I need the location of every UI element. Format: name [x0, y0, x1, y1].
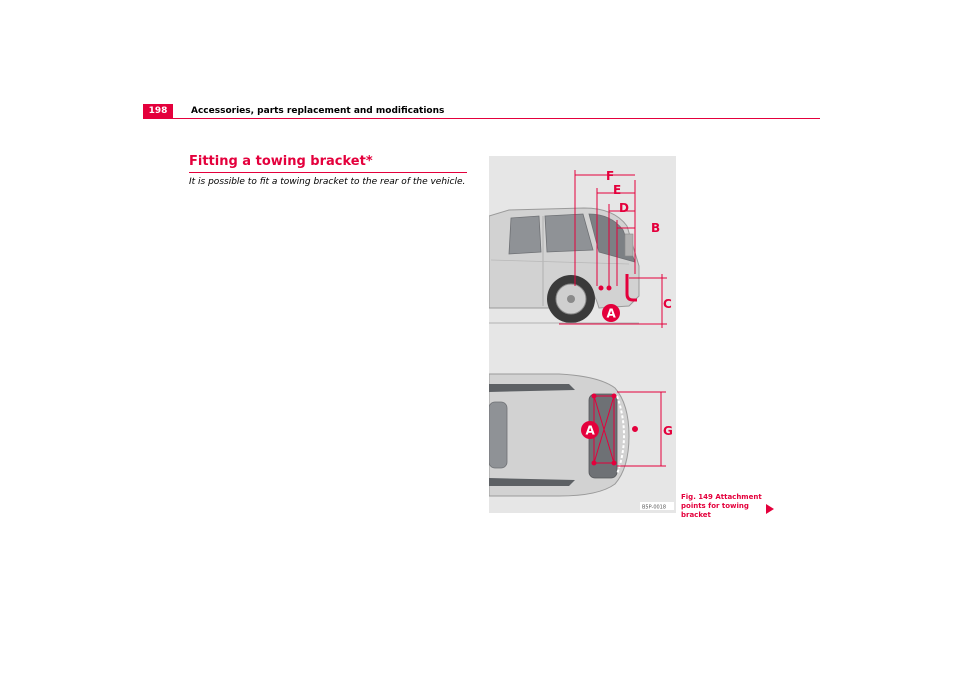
title-divider: [189, 172, 467, 173]
caption-line-2: points for towing bracket: [681, 502, 749, 519]
intro-text: It is possible to fit a towing bracket to the rear of the vehicle.: [189, 177, 466, 187]
label-D: D: [619, 201, 629, 215]
label-B: B: [651, 221, 661, 235]
label-E: E: [613, 183, 622, 197]
figure-code: B5P-0018: [642, 504, 667, 511]
label-C: C: [663, 297, 672, 311]
label-A-top-marker: [581, 421, 599, 439]
page-number: 198: [143, 104, 173, 118]
label-A-top: A: [585, 423, 595, 438]
towing-bracket-figure: [489, 156, 676, 513]
header-divider: [143, 118, 820, 119]
car-top-view: [489, 374, 629, 496]
towing-bracket-diagram: [489, 156, 676, 513]
continue-arrow-icon: [766, 504, 774, 514]
label-A-side-marker: [602, 304, 620, 322]
caption-line-1: Fig. 149 Attachment: [681, 493, 762, 501]
label-F: F: [606, 169, 615, 183]
label-A-side: A: [606, 306, 616, 321]
section-title: Fitting a towing bracket*: [189, 154, 373, 169]
chapter-title: Accessories, parts replacement and modifications: [191, 106, 445, 116]
label-G: G: [663, 424, 673, 438]
